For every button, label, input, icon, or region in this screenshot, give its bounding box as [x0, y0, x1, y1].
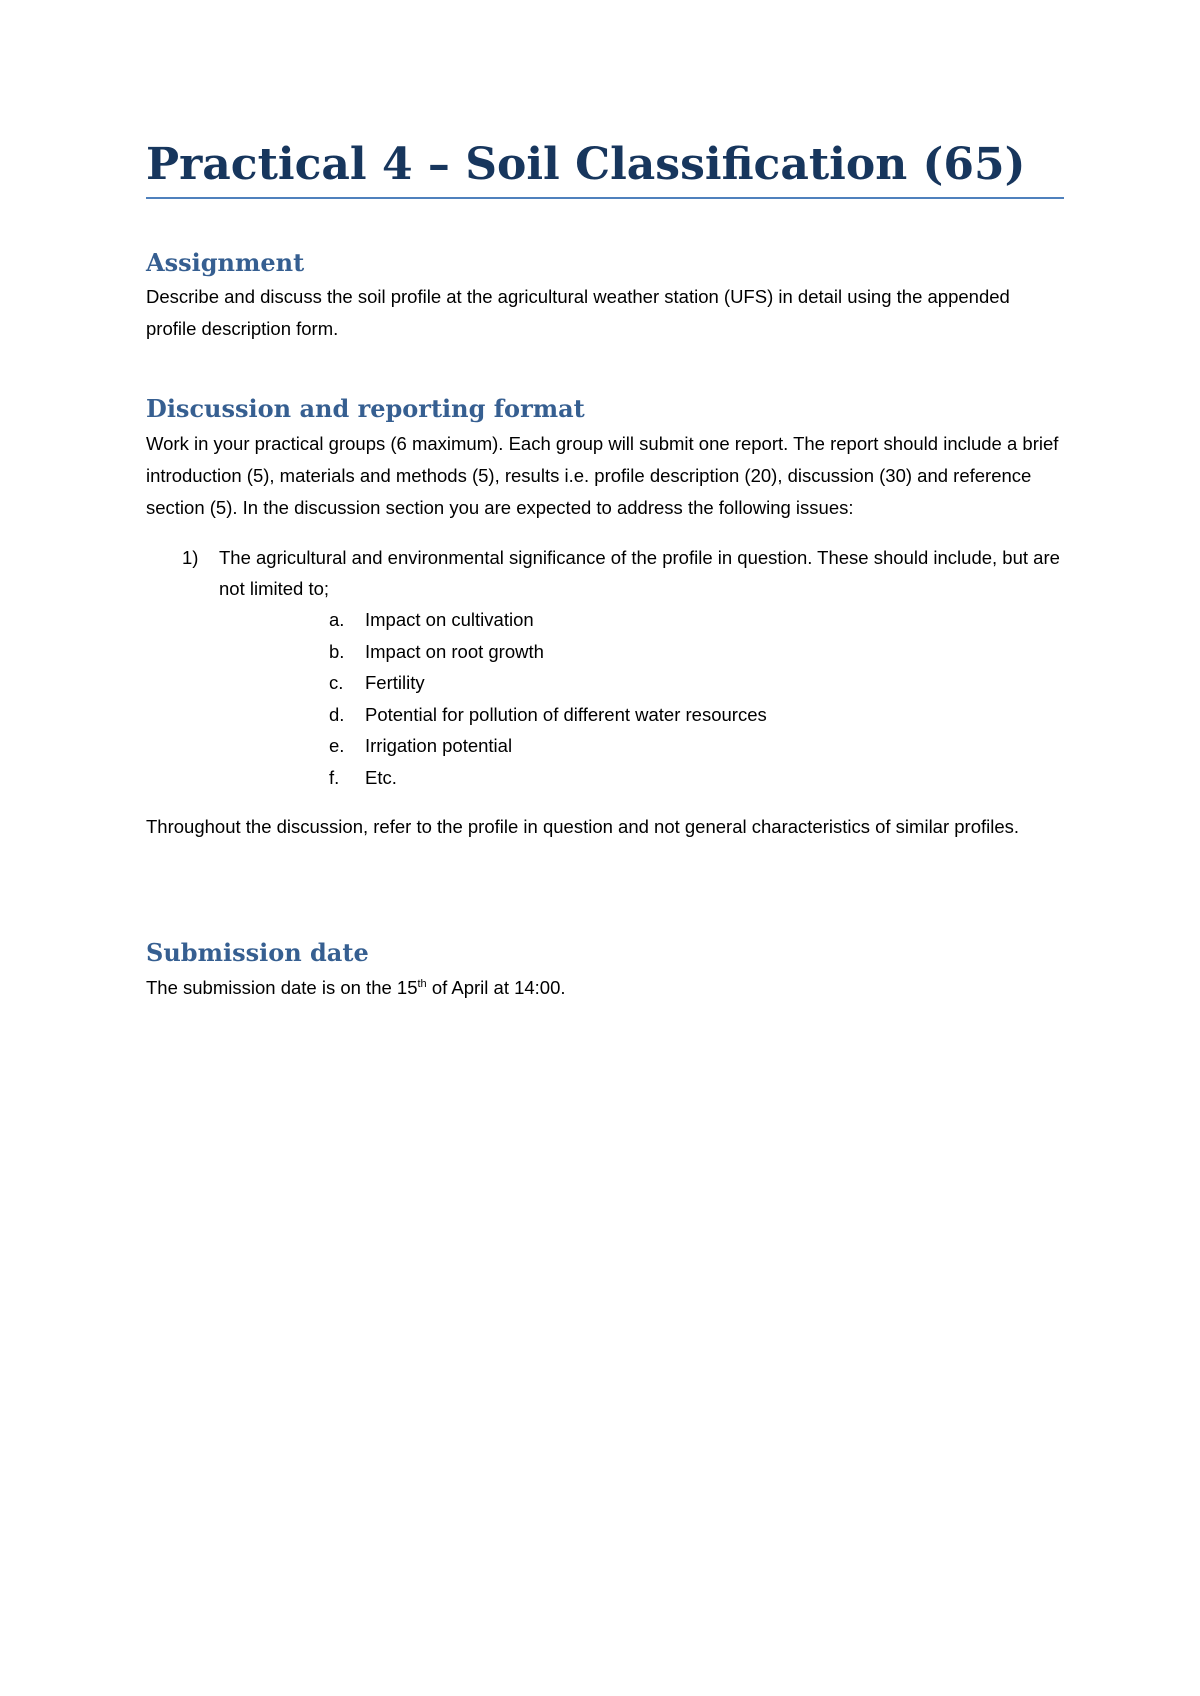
list-item	[146, 542, 1064, 793]
page-title: Practical 4 – Soil Classification (65)	[146, 140, 1064, 199]
sub-list-item	[219, 699, 1064, 731]
submission-body	[146, 972, 1064, 1004]
sub-item-text: Potential for pollution of different water resources	[365, 703, 767, 725]
sub-letter: b.	[329, 640, 345, 662]
sub-list-item	[219, 636, 1064, 668]
list-item-text: The agricultural and environmental significance of the profile in question. These should include, but are not limited to;	[219, 547, 1060, 600]
sub-item-text: Fertility	[365, 672, 425, 694]
sub-item-text: Irrigation potential	[365, 735, 513, 757]
discussion-body: Work in your practical groups (6 maximum). Each group will submit one report. The report should include a brief introduction (5), materials and methods (5), results i.e. profile description (20), discussion (30) and reference section (5). In the discussion section you are expected to address the following issues:	[146, 433, 1059, 519]
sub-item-text: Impact on root growth	[365, 640, 544, 662]
assignment-section	[146, 249, 1064, 346]
submission-superscript: th	[417, 977, 427, 990]
sub-letter: c.	[329, 672, 344, 694]
discussion-section	[146, 395, 1064, 843]
submission-text-before: The submission date is on the 15	[146, 976, 418, 998]
document-page	[146, 140, 1064, 1004]
submission-heading: Submission date	[146, 938, 369, 968]
sub-list-item	[219, 604, 1064, 636]
sub-letter: d.	[329, 703, 345, 725]
assignment-heading: Assignment	[146, 247, 305, 277]
sub-letter: e.	[329, 735, 345, 757]
discussion-heading: Discussion and reporting format	[146, 394, 585, 424]
sub-item-text: Etc.	[365, 766, 397, 788]
submission-section	[146, 939, 1064, 1004]
sub-list	[219, 604, 1064, 793]
sub-letter: a.	[329, 609, 345, 631]
sub-list-item	[219, 762, 1064, 794]
assignment-body: Describe and discuss the soil profile at the agricultural weather station (UFS) in detail using the appended profile description form.	[146, 286, 1010, 340]
issues-list	[146, 542, 1064, 793]
sub-list-item	[219, 667, 1064, 699]
list-number: 1)	[182, 547, 199, 569]
discussion-closing: Throughout the discussion, refer to the profile in question and not general characteristics of similar profiles.	[146, 816, 1020, 838]
sub-letter: f.	[329, 766, 340, 788]
sub-item-text: Impact on cultivation	[365, 609, 534, 631]
sub-list-item	[219, 730, 1064, 762]
submission-text-after: of April at 14:00.	[426, 976, 566, 998]
